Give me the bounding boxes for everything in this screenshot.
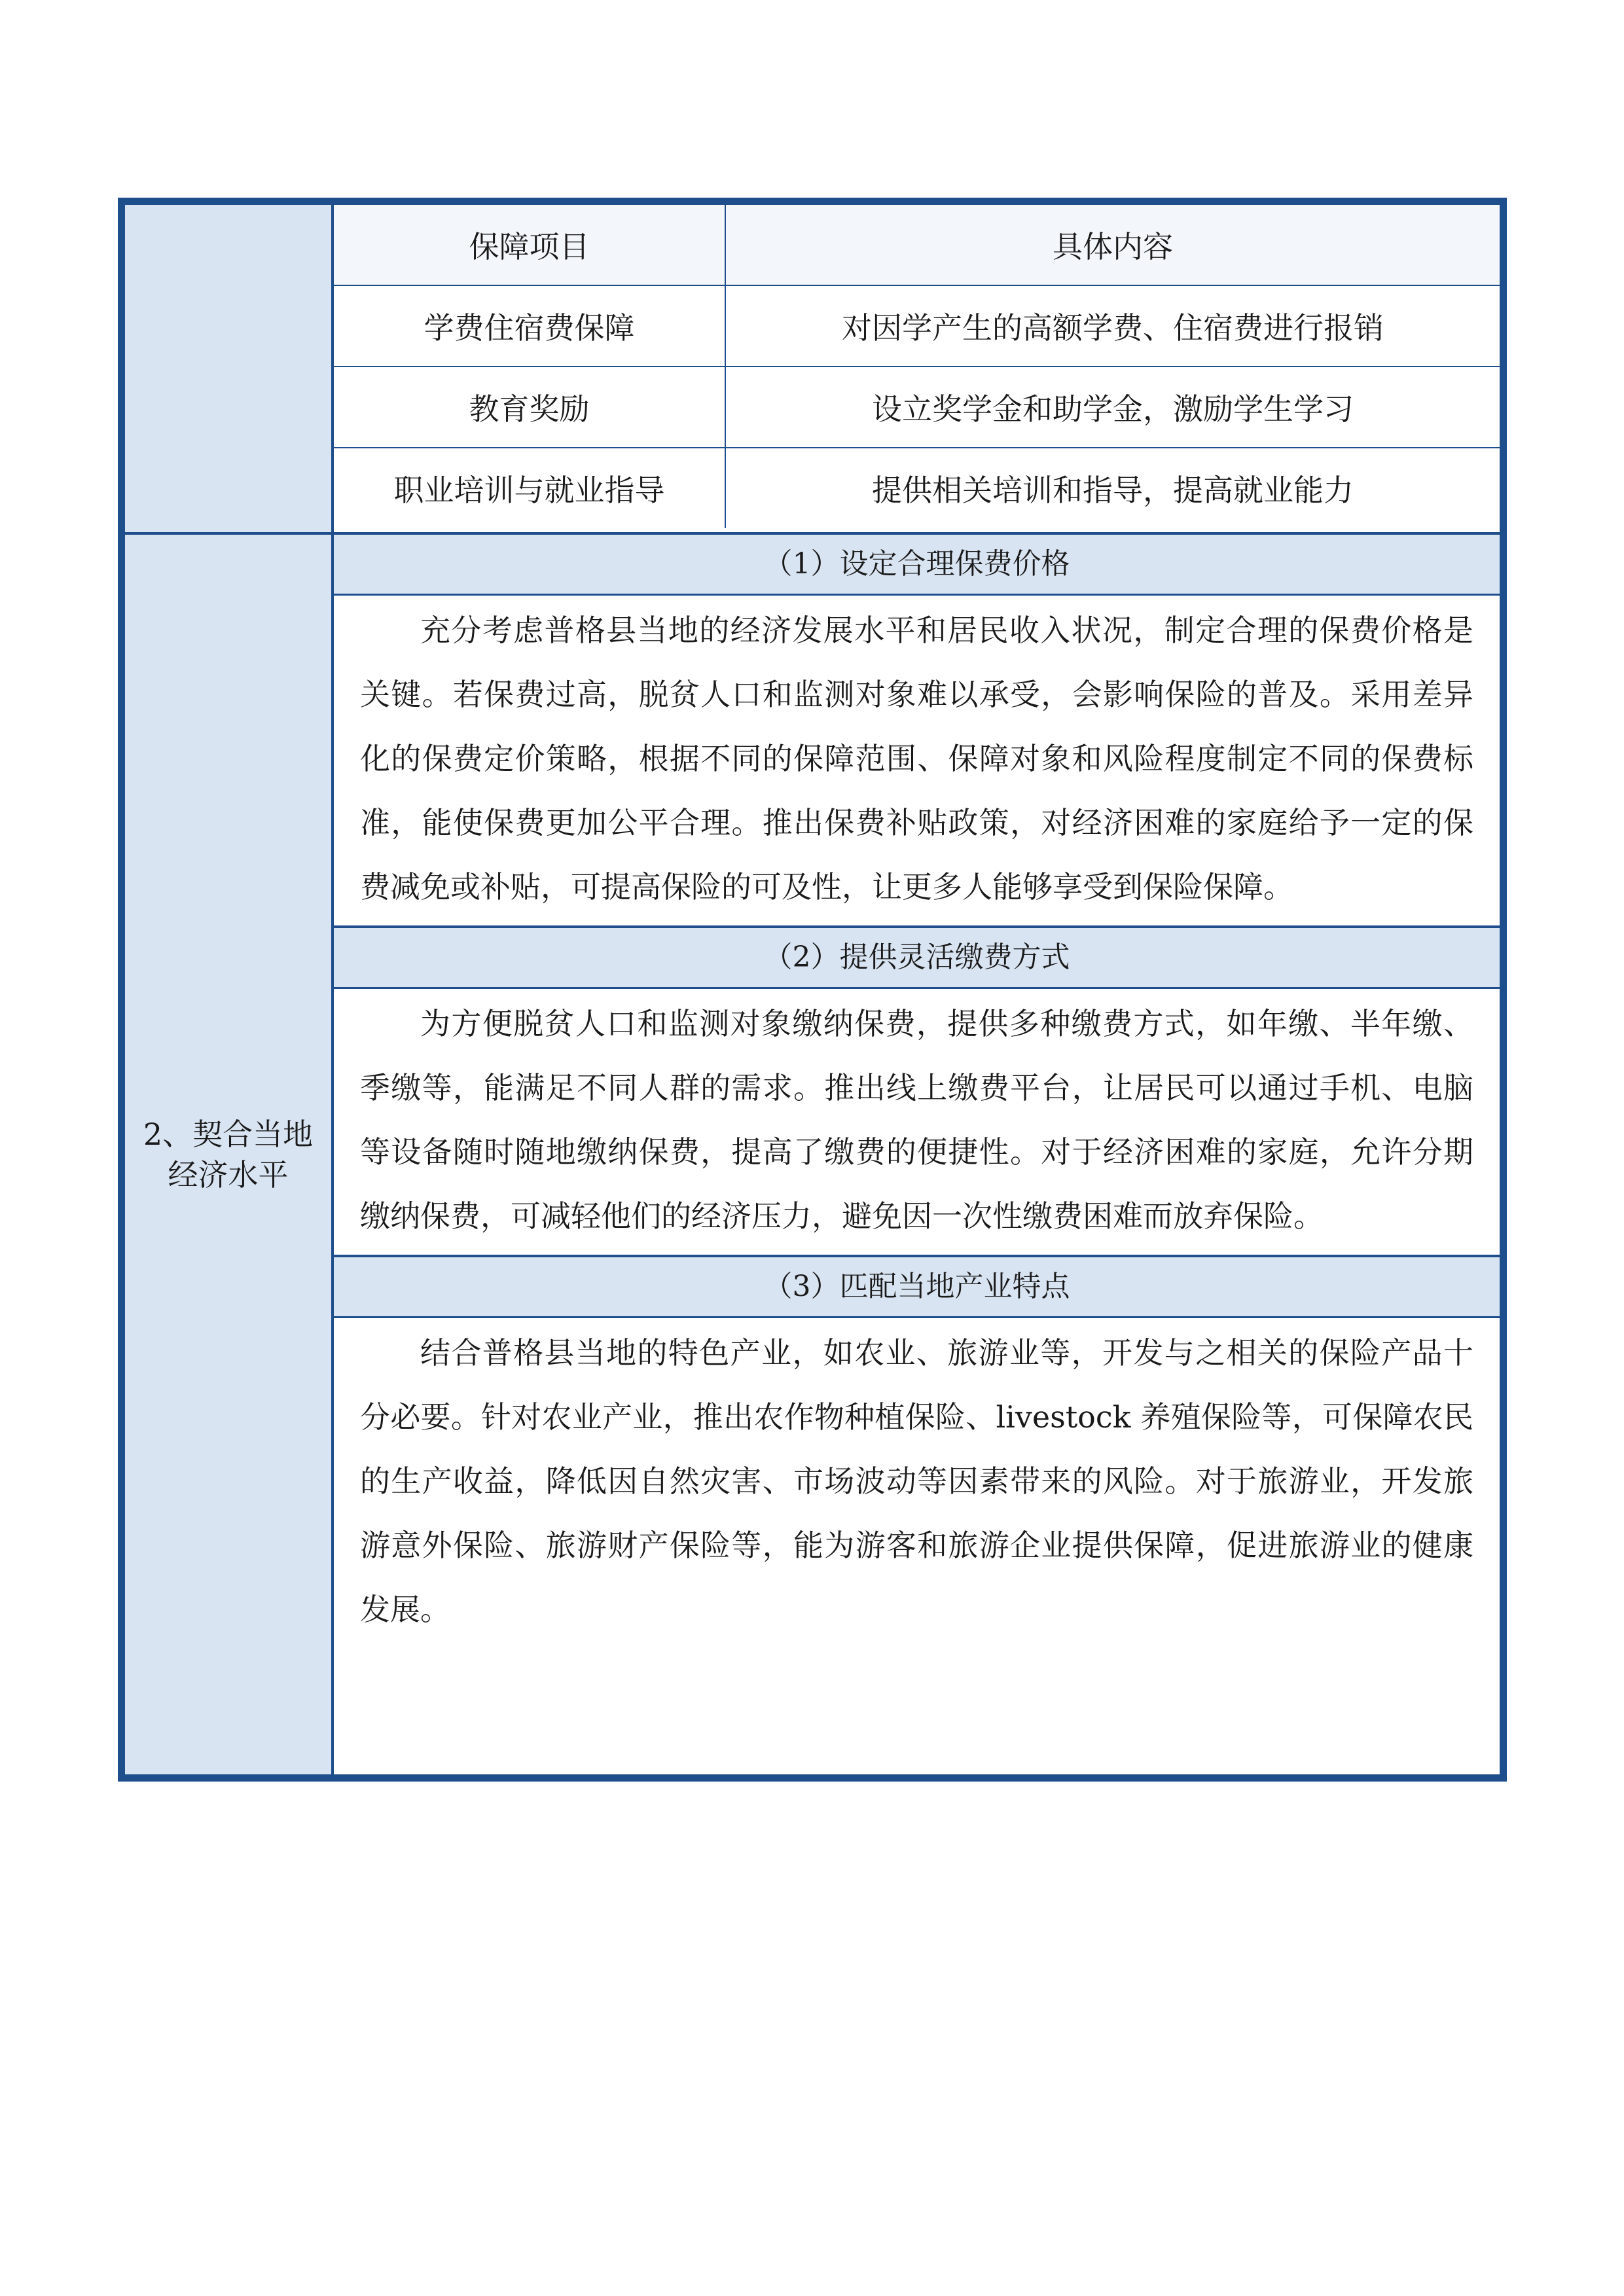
header-cell: 保障项目 — [334, 205, 725, 285]
header-cell: 具体内容 — [725, 205, 1500, 285]
subsection-heading: （2）提供灵活缴费方式 — [334, 925, 1500, 989]
document-table — [118, 198, 1507, 1782]
subsection-body: 为方便脱贫人口和监测对象缴纳保费，提供多种缴费方式，如年缴、半年缴、季缴等，能满足不同人群的需求。推出线上缴费平台，让居民可以通过手机、电脑等设备随时随地缴纳保费，提高了缴费的便捷性。对于经济困难的家庭，允许分期缴纳保费，可减轻他们的经济压力，避免因一次性缴费困难而放弃保险。 — [360, 1006, 1473, 1234]
guarantee-table-header — [334, 205, 1500, 285]
guarantee-table — [334, 205, 1500, 528]
section-label-cell — [124, 533, 333, 1776]
table-row — [334, 367, 1500, 448]
guarantee-table-cell — [333, 204, 1501, 533]
table-cell: 学费住宿费保障 — [334, 285, 725, 367]
subsection-body: 充分考虑普格县当地的经济发展水平和居民收入状况，制定合理的保费价格是关键。若保费过高，脱贫人口和监测对象难以承受，会影响保险的普及。采用差异化的保费定价策略，根据不同的保障范围、保障对象和风险程度制定不同的保费标准，能使保费更加公平合理。推出保费补贴政策，对经济困难的家庭给予一定的保费减免或补贴，可提高保险的可及性，让更多人能够享受到保险保障。 — [360, 613, 1473, 905]
table-cell: 教育奖励 — [334, 367, 725, 448]
left-empty-cell — [124, 204, 333, 533]
table-cell: 职业培训与就业指导 — [334, 448, 725, 528]
section-label: 2、契合当地经济水平 — [143, 1117, 314, 1193]
table-cell: 对因学产生的高额学费、住宿费进行报销 — [725, 285, 1500, 367]
main-table — [122, 202, 1502, 1777]
table-row — [334, 285, 1500, 367]
section-content-cell — [333, 533, 1501, 1776]
table-cell: 设立奖学金和助学金，激励学生学习 — [725, 367, 1500, 448]
subsection-heading: （1）设定合理保费价格 — [334, 535, 1500, 596]
table-cell: 提供相关培训和指导，提高就业能力 — [725, 448, 1500, 528]
subsection-body: 结合普格县当地的特色产业，如农业、旅游业等，开发与之相关的保险产品十分必要。针对农业产业，推出农作物种植保险、livestock 养殖保险等，可保障农民的生产收益，降低因自然灾害、市场波动等因素带来的风险。对于旅游业，开发旅游意外保险、旅游财产保险等，能为游客和旅游企业提供保障，促进旅游业的健康发展。 — [360, 1335, 1473, 1627]
subsection-heading: （3）匹配当地产业特点 — [334, 1255, 1500, 1318]
table-row — [334, 448, 1500, 528]
